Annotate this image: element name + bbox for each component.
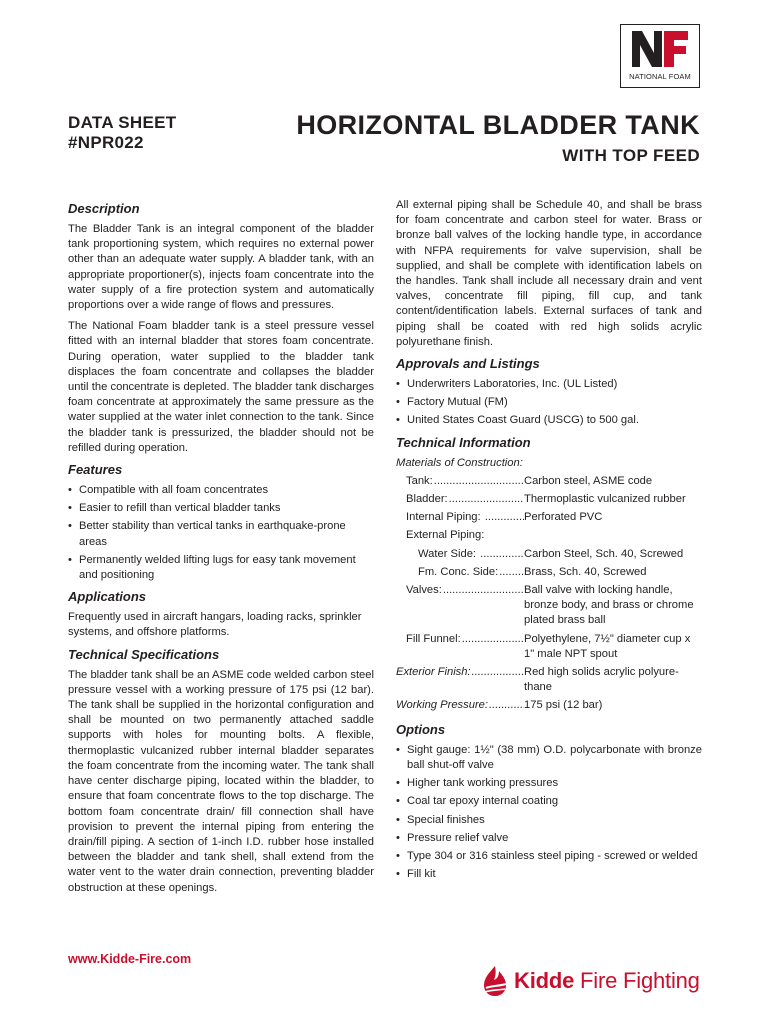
approvals-heading: Approvals and Listings bbox=[396, 356, 540, 372]
spec-value: Red high solids acrylic polyure-thane bbox=[524, 666, 679, 694]
spec-key: Internal Piping: bbox=[406, 511, 484, 524]
list-item: • Compatible with all foam concentrates bbox=[68, 483, 374, 498]
options-heading: Options bbox=[396, 721, 446, 737]
materials-label: Materials of Construction: bbox=[396, 456, 523, 469]
list-item: • Better stability than vertical tanks in earthquake-prone areas bbox=[68, 519, 374, 549]
brand-name bbox=[514, 968, 700, 994]
spec-row-bladder bbox=[396, 492, 702, 507]
spec-key: Water Side: bbox=[418, 547, 480, 560]
spec-value: 175 psi (12 bar) bbox=[524, 699, 603, 712]
flame-icon bbox=[480, 964, 510, 998]
tech-specs-text: The bladder tank shall be an ASME code welded carbon steel pressure vessel with a working pressure of 175 psi (12 bar). The tank shall be supplied in the horizontal configuration and shall be mounted on two permanently attached saddle supports with holes for mounting bolts. A flexible, thermoplastic vulcanized rubber internal bladder separates the foam concentrate from the incoming water. The tank shall have center discharge piping, located within the bladder, to ensure that foam concentrate flows to the top discharge. The bottom foam concentrate drain/ fill connection shall have provision to prevent the internal piping from entering the drain/fill piping. A section of 1-inch I.D. rubber hose installed between the bladder and tank shell, shall extend from the water vent to the water drain connection, preventing bladder obstruction at these openings. bbox=[68, 668, 374, 894]
options-list bbox=[396, 743, 702, 883]
spec-row-tank bbox=[396, 474, 702, 489]
spec-row-exterior-finish bbox=[396, 665, 702, 695]
data-sheet-number: #NPR022 bbox=[68, 133, 144, 152]
spec-key: Exterior Finish: bbox=[396, 666, 471, 679]
data-sheet-line1: DATA SHEET bbox=[68, 113, 177, 132]
spec-key: Bladder: bbox=[406, 493, 448, 506]
spec-row-internal-piping bbox=[396, 510, 702, 525]
left-column bbox=[68, 198, 374, 902]
spec-row-water-side bbox=[396, 547, 702, 562]
list-item: • Type 304 or 316 stainless steel piping - screwed or welded bbox=[396, 849, 702, 864]
spec-key: Fm. Conc. Side: bbox=[418, 565, 499, 578]
description-heading: Description bbox=[68, 201, 140, 216]
nf-logo-icon bbox=[628, 29, 692, 69]
spec-value: Ball valve with locking handle, bronze body, and brass or chrome plated brass ball bbox=[524, 584, 694, 627]
spec-key: Valves: bbox=[406, 584, 442, 597]
spec-value: Thermoplastic vulcanized rubber bbox=[524, 493, 686, 506]
right-column bbox=[396, 198, 702, 888]
spec-value: Carbon steel, ASME code bbox=[524, 474, 653, 487]
list-item: • Permanently welded lifting lugs for easy tank movement and positioning bbox=[68, 553, 374, 583]
spec-value: Carbon Steel, Sch. 40, Screwed bbox=[524, 547, 684, 560]
spec-key: Tank: bbox=[406, 474, 433, 487]
features-list bbox=[68, 483, 374, 583]
page-subtitle: WITH TOP FEED bbox=[562, 146, 700, 165]
list-item: • Easier to refill than vertical bladder tanks bbox=[68, 501, 374, 516]
kidde-brand-logo bbox=[480, 964, 700, 998]
list-item: • United States Coast Guard (USCG) to 500 gal. bbox=[396, 413, 702, 428]
spec-value: Brass, Sch. 40, Screwed bbox=[524, 565, 647, 578]
piping-text: All external piping shall be Schedule 40, and shall be brass for foam concentrate and carbon steel for water. Brass or bronze ball valves of the locking handle type, in accordance with NFPA requirements for valve supervision, shall be supplied, and shall be complete with identification labels on the handles. Tank shall include all necessary drain and vent valves, concentrate fill piping, fill cup, and tank content/identification labels. External surfaces of tank and piping shall be coated with red high solids acrylic polyurethane finish. bbox=[396, 199, 702, 348]
list-item: • Pressure relief valve bbox=[396, 831, 702, 846]
spec-value: Perforated PVC bbox=[524, 511, 603, 524]
list-item: • Factory Mutual (FM) bbox=[396, 395, 702, 410]
spec-row-valves bbox=[396, 583, 702, 629]
spec-key: External Piping: bbox=[406, 529, 485, 542]
description-paragraph-1: The Bladder Tank is an integral component of the bladder tank proportioning system, which requires no external power other than an adequate water supply. A bladder tank, with an appropriate proportioner(s), injects foam concentrate into the water supply of a fire protection system and automatically proportions over a wide range of flows and pressures. bbox=[68, 223, 374, 312]
data-sheet-label bbox=[68, 113, 176, 153]
tech-specs-heading: Technical Specifications bbox=[68, 646, 220, 662]
spec-row-working-pressure bbox=[396, 698, 702, 713]
spec-value: Polyethylene, 7½" diameter cup x 1" male NPT spout bbox=[524, 632, 691, 660]
spec-row-external-piping bbox=[396, 528, 702, 543]
spec-row-fill-funnel bbox=[396, 632, 702, 662]
list-item: • Underwriters Laboratories, Inc. (UL Listed) bbox=[396, 377, 702, 392]
page-title: HORIZONTAL BLADDER TANK bbox=[296, 110, 700, 140]
tech-info-heading: Technical Information bbox=[396, 434, 531, 450]
brand-bold: Kidde bbox=[514, 968, 575, 993]
spec-key: Fill Funnel: bbox=[406, 632, 461, 645]
approvals-list bbox=[396, 377, 702, 429]
features-heading: Features bbox=[68, 462, 123, 478]
spec-row-fm-conc-side bbox=[396, 565, 702, 580]
applications-text: Frequently used in aircraft hangars, loading racks, sprinkler systems, and offshore platforms. bbox=[68, 611, 362, 639]
list-item: • Higher tank working pressures bbox=[396, 776, 702, 791]
brand-light: Fire Fighting bbox=[580, 968, 700, 993]
list-item: • Sight gauge: 1½" (38 mm) O.D. polycarbonate with bronze ball shut-off valve bbox=[396, 743, 702, 773]
list-item: • Special finishes bbox=[396, 813, 702, 828]
spec-key: Working Pressure: bbox=[396, 699, 489, 712]
national-foam-logo bbox=[620, 24, 700, 88]
description-paragraph-2: The National Foam bladder tank is a steel pressure vessel fitted with an internal bladder that stores foam concentrate. During operation, water supplied to the bladder tank displaces the foam concentrate and collapses the bladder until the concentrate is depleted. The bladder tank discharges foam concentrate at approximately the same pressure as the water supplied at the water inlet connection to the tank. Since the bladder tank is pressurized, the bladder should not be refilled during operation. bbox=[68, 320, 374, 454]
logo-caption: NATIONAL FOAM bbox=[629, 72, 691, 81]
list-item: • Coal tar epoxy internal coating bbox=[396, 794, 702, 809]
list-item: • Fill kit bbox=[396, 867, 702, 882]
website-link[interactable]: www.Kidde-Fire.com bbox=[68, 952, 192, 966]
applications-heading: Applications bbox=[68, 589, 147, 605]
